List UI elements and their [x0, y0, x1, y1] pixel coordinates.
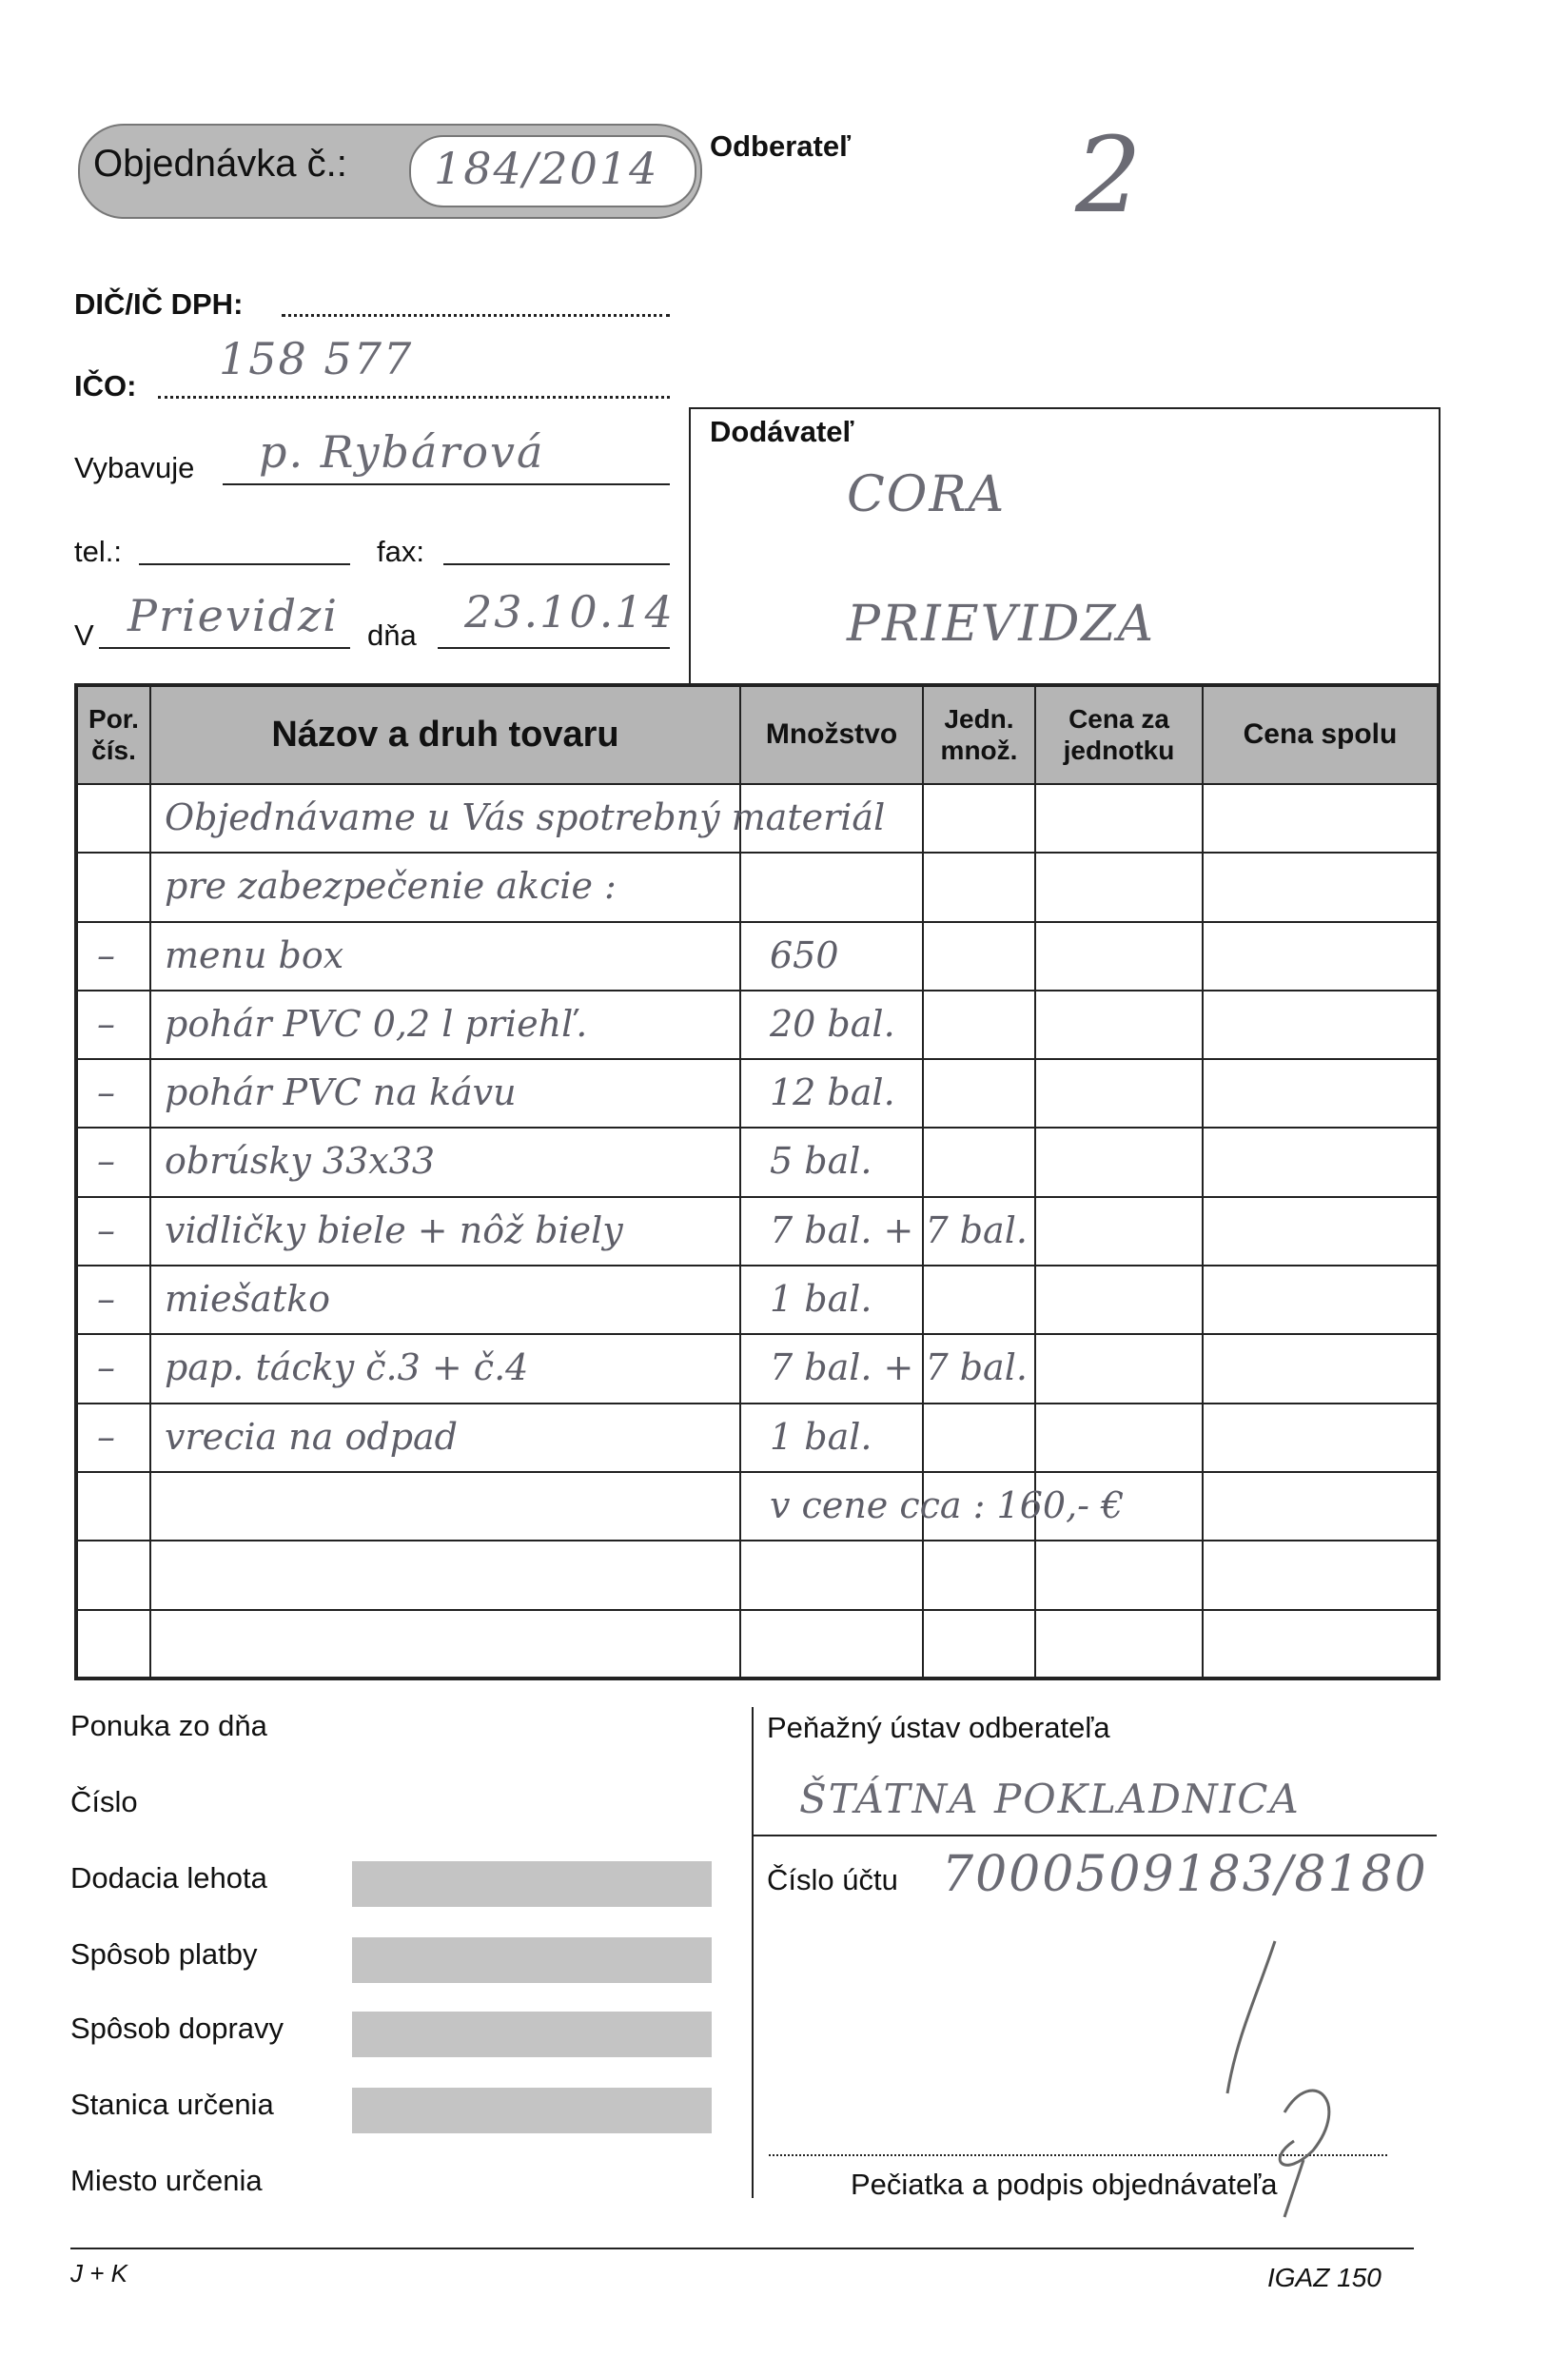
row-name-cell: [150, 1404, 740, 1472]
row-num: –: [97, 1415, 115, 1458]
signature: [1170, 1922, 1399, 2227]
row-name: pre zabezpečenie akcie :: [165, 865, 617, 908]
table-row: [76, 1197, 1439, 1266]
row-unit-price-cell: [1035, 1472, 1203, 1541]
row-name-cell: [150, 922, 740, 991]
row-num-cell: [76, 1266, 150, 1334]
row-num-cell: [76, 1059, 150, 1128]
dna-label: dňa: [367, 618, 417, 652]
row-qty: 7 bal. + 7 bal.: [770, 1346, 1028, 1389]
row-num: –: [97, 1208, 115, 1251]
footer-divider: [752, 1707, 754, 2198]
number-label: Číslo: [70, 1785, 138, 1818]
ico-value: 158 577: [219, 333, 414, 384]
ico-line: [158, 396, 670, 399]
row-num-cell: [76, 784, 150, 853]
row-unit-price-cell: [1035, 1197, 1203, 1266]
row-unit-price-cell: [1035, 853, 1203, 921]
row-qty-cell: [740, 853, 923, 921]
row-name: vrecia na odpad: [165, 1415, 459, 1458]
vybavuje-line: [223, 483, 670, 485]
row-unit-cell: [923, 1404, 1035, 1472]
row-num-cell: [76, 991, 150, 1059]
bank-label: Peňažný ústav odberateľa: [767, 1711, 1110, 1744]
row-name-cell: [150, 1128, 740, 1196]
row-num-cell: [76, 1472, 150, 1541]
row-total-cell: [1203, 1472, 1439, 1541]
row-num-cell: [76, 1610, 150, 1679]
row-name-cell: [150, 1610, 740, 1679]
left-code: J + K: [70, 2259, 127, 2287]
table-row: [76, 1541, 1439, 1609]
account-label: Číslo účtu: [767, 1863, 898, 1896]
row-qty-cell: [740, 1404, 923, 1472]
row-unit-price-cell: [1035, 1266, 1203, 1334]
table-row: [76, 1128, 1439, 1196]
row-name: vidličky biele + nôž biely: [165, 1208, 623, 1251]
row-qty-cell: [740, 1472, 1125, 1541]
row-qty: 20 bal.: [770, 1002, 895, 1045]
row-total-cell: [1203, 784, 1439, 853]
row-unit-cell: [923, 922, 1035, 991]
fax-line: [443, 563, 670, 565]
bank-value: ŠTÁTNA POKLADNICA: [799, 1776, 1301, 1822]
row-total-cell: [1203, 991, 1439, 1059]
row-total-cell: [1203, 922, 1439, 991]
row-qty: 5 bal.: [770, 1140, 872, 1183]
row-unit-price-cell: [1035, 1541, 1203, 1609]
row-name-cell: [150, 1334, 740, 1403]
row-unit-cell: [923, 1059, 1035, 1128]
tel-line: [139, 563, 350, 565]
account-value: 7000509183/8180: [942, 1846, 1428, 1903]
station-label: Stanica určenia: [70, 2088, 274, 2121]
header-qty: Množstvo: [740, 685, 923, 784]
tel-label: tel.:: [74, 535, 122, 568]
row-unit-cell: [923, 1266, 1035, 1334]
row-total-cell: [1203, 1266, 1439, 1334]
row-unit-cell: [923, 1472, 1035, 1541]
row-qty-cell: [740, 1266, 923, 1334]
row-total-cell: [1203, 1128, 1439, 1196]
row-unit-cell: [923, 1128, 1035, 1196]
table-row: [76, 1472, 1439, 1541]
row-name-cell: [150, 1472, 740, 1541]
transport-field[interactable]: [352, 2012, 712, 2057]
row-unit-cell: [923, 1197, 1035, 1266]
row-unit-price-cell: [1035, 922, 1203, 991]
supplier-line2: PRIEVIDZA: [847, 596, 1156, 653]
row-name-cell: [150, 1059, 740, 1128]
row-qty-cell: [740, 784, 923, 853]
table-row: [76, 784, 1439, 853]
row-qty-cell: [740, 1334, 1028, 1403]
row-num: –: [97, 1002, 115, 1045]
table-row: [76, 922, 1439, 991]
stamp-label: Pečiatka a podpis objednávateľa: [851, 2168, 1278, 2201]
header-unit: Jedn. množ.: [923, 685, 1035, 784]
dic-line: [282, 314, 670, 317]
station-field[interactable]: [352, 2088, 712, 2133]
supplier-line1: CORA: [847, 466, 1007, 523]
row-unit-price-cell: [1035, 1059, 1203, 1128]
row-name-cell: [150, 853, 740, 921]
order-number-value: 184/2014: [434, 143, 659, 194]
row-unit-cell: [923, 991, 1035, 1059]
header-num: Por. čís.: [76, 685, 150, 784]
row-name: miešatko: [165, 1278, 331, 1321]
ico-label: IČO:: [74, 369, 137, 402]
row-num-cell: [76, 853, 150, 921]
offer-label: Ponuka zo dňa: [70, 1709, 267, 1742]
row-num-cell: [76, 1541, 150, 1609]
table-row: [76, 1610, 1439, 1679]
place-value: Prievidzi: [127, 590, 339, 641]
buyer-label: Odberateľ: [710, 129, 852, 163]
row-unit-cell: [923, 1610, 1035, 1679]
row-name-cell: [150, 1266, 740, 1334]
order-label: Objednávka č.:: [93, 143, 347, 185]
row-qty-cell: [740, 1128, 923, 1196]
place-line: [99, 647, 350, 649]
row-num: –: [97, 1278, 115, 1321]
row-unit-cell: [923, 853, 1035, 921]
table-row: [76, 1404, 1439, 1472]
row-unit-price-cell: [1035, 1128, 1203, 1196]
header-name: Názov a druh tovaru: [150, 685, 740, 784]
row-name: Objednávame u Vás spotrebný materiál: [165, 796, 886, 838]
table-row: [76, 853, 1439, 921]
transport-label: Spôsob dopravy: [70, 2012, 284, 2045]
row-qty: 1 bal.: [770, 1415, 872, 1458]
header-unit-price: Cena za jednotku: [1035, 685, 1203, 784]
header-total: Cena spolu: [1203, 685, 1439, 784]
row-total-cell: [1203, 1404, 1439, 1472]
row-num: –: [97, 1346, 115, 1389]
vybavuje-label: Vybavuje: [74, 451, 195, 484]
table-row: [76, 1334, 1439, 1403]
row-total-cell: [1203, 1059, 1439, 1128]
row-unit-price-cell: [1035, 1610, 1203, 1679]
row-qty: 650: [770, 933, 839, 976]
right-code: IGAZ 150: [1267, 2263, 1382, 2292]
payment-label: Spôsob platby: [70, 1937, 258, 1971]
row-num: –: [97, 1140, 115, 1183]
v-label: V: [74, 618, 94, 652]
row-unit-cell: [923, 1334, 1035, 1403]
row-num: –: [97, 1071, 115, 1114]
row-name-cell: [150, 784, 886, 853]
row-total-cell: [1203, 853, 1439, 921]
delivery-term-label: Dodacia lehota: [70, 1861, 267, 1895]
table-row: [76, 1266, 1439, 1334]
row-name: pap. tácky č.3 + č.4: [165, 1346, 529, 1389]
delivery-term-field[interactable]: [352, 1861, 712, 1907]
row-total-cell: [1203, 1197, 1439, 1266]
row-qty: 1 bal.: [770, 1278, 872, 1321]
row-num-cell: [76, 1404, 150, 1472]
row-qty: 12 bal.: [770, 1071, 895, 1114]
row-name-cell: [150, 1541, 740, 1609]
dic-label: DIČ/IČ DPH:: [74, 287, 244, 321]
row-num-cell: [76, 1197, 150, 1266]
row-num-cell: [76, 922, 150, 991]
corner-mark: 2: [1075, 114, 1144, 236]
row-qty-cell: [740, 1197, 1028, 1266]
date-value: 23.10.14: [464, 586, 675, 638]
row-unit-cell: [923, 784, 1035, 853]
row-qty: 7 bal. + 7 bal.: [770, 1208, 1028, 1251]
bank-line: [752, 1835, 1437, 1836]
row-num-cell: [76, 1128, 150, 1196]
payment-field[interactable]: [352, 1937, 712, 1983]
row-name: obrúsky 33x33: [165, 1140, 436, 1183]
row-unit-price-cell: [1035, 784, 1203, 853]
row-qty: v cene cca : 160,- €: [770, 1483, 1125, 1526]
date-line: [438, 647, 670, 649]
row-num: –: [97, 933, 115, 976]
table-row: [76, 1059, 1439, 1128]
row-unit-price-cell: [1035, 1334, 1203, 1403]
items-table: [74, 683, 1441, 1680]
table-row: [76, 991, 1439, 1059]
supplier-label: Dodávateľ: [710, 415, 854, 448]
row-unit-price-cell: [1035, 1404, 1203, 1472]
row-name: pohár PVC na kávu: [165, 1071, 517, 1114]
row-qty-cell: [740, 1541, 923, 1609]
row-name-cell: [150, 991, 740, 1059]
footer-rule: [70, 2248, 1414, 2249]
row-total-cell: [1203, 1334, 1439, 1403]
fax-label: fax:: [377, 535, 424, 568]
row-name: pohár PVC 0,2 l priehľ.: [165, 1002, 588, 1045]
place-of-destination-label: Miesto určenia: [70, 2164, 263, 2197]
row-qty-cell: [740, 991, 923, 1059]
row-unit-cell: [923, 1541, 1035, 1609]
row-name-cell: [150, 1197, 740, 1266]
row-qty-cell: [740, 1059, 923, 1128]
row-name: menu box: [165, 933, 344, 976]
vybavuje-value: p. Rybárová: [259, 426, 545, 478]
row-total-cell: [1203, 1610, 1439, 1679]
row-unit-price-cell: [1035, 991, 1203, 1059]
row-num-cell: [76, 1334, 150, 1403]
row-qty-cell: [740, 922, 923, 991]
row-total-cell: [1203, 1541, 1439, 1609]
row-qty-cell: [740, 1610, 923, 1679]
